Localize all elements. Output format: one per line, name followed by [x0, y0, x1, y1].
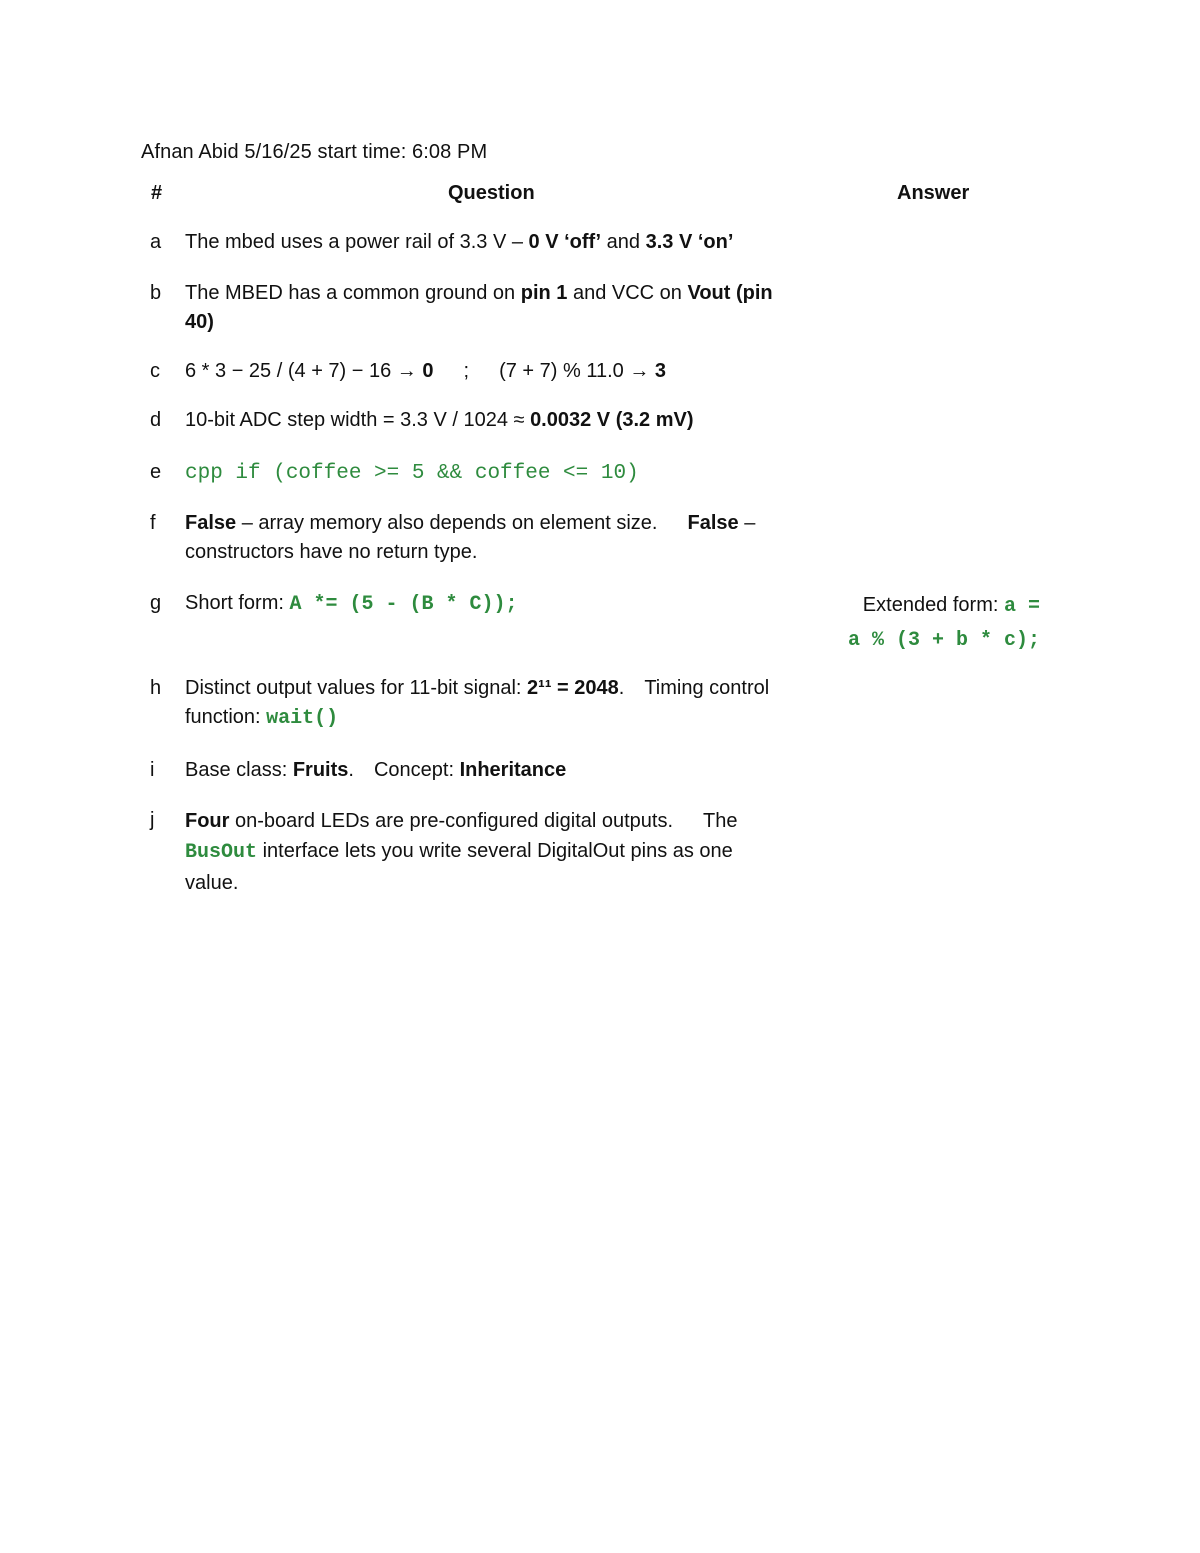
row-label: h: [150, 677, 162, 699]
text-segment: .: [618, 677, 625, 699]
text-segment: Timing control function:: [185, 677, 770, 728]
row-label: j: [150, 809, 155, 831]
separator: ;: [463, 360, 470, 382]
question-text: [185, 228, 810, 257]
code-snippet: A *= (5 - (B * C));: [289, 593, 518, 616]
bold-segment: 3.3 V ‘on’: [645, 231, 734, 253]
bold-segment: 0 V ‘off’: [528, 231, 602, 253]
bold-segment: pin 1: [520, 282, 568, 304]
bold-segment: 0.0032 V (3.2 mV): [530, 409, 694, 431]
bold-segment: 3: [654, 360, 666, 382]
text-segment: Short form:: [185, 592, 290, 614]
text-segment: The: [703, 810, 738, 832]
row-label: f: [150, 512, 156, 534]
row-label: d: [150, 409, 162, 431]
text-segment: – constructors have no return type.: [185, 512, 756, 563]
document-header: Afnan Abid 5/16/25 start time: 6:08 PM: [141, 141, 488, 163]
question-text: [185, 279, 785, 337]
code-snippet: a % (3 + b * c);: [847, 629, 1040, 652]
text-segment: interface lets you write several DigitalOut pins as one value.: [185, 840, 733, 894]
text-segment: 10-bit ADC step width = 3.3 V / 1024 ≈: [185, 409, 531, 431]
text-segment: 6 * 3 − 25 / (4 + 7) − 16 →: [185, 360, 423, 382]
code-snippet: BusOut: [185, 841, 258, 864]
text-segment: The mbed uses a power rail of 3.3 V –: [185, 231, 529, 253]
question-text: [185, 756, 810, 785]
bold-segment: Inheritance: [459, 759, 567, 781]
bold-segment: Four: [185, 810, 230, 832]
text-segment: Concept:: [373, 759, 460, 781]
code-snippet: a =: [1003, 595, 1040, 618]
row-label: c: [150, 360, 160, 382]
column-header-answer: Answer: [897, 182, 970, 204]
text-segment: .: [348, 759, 354, 781]
row-label: a: [150, 231, 162, 253]
text-segment: Base class:: [185, 759, 293, 781]
column-header-question: Question: [448, 182, 535, 204]
text-segment: Extended form:: [862, 594, 1004, 616]
code-snippet: wait(): [266, 707, 339, 730]
question-text: [185, 674, 785, 733]
text-segment: Distinct output values for 11-bit signal:: [185, 677, 528, 699]
row-label: e: [150, 461, 162, 483]
extended-form: [800, 589, 1040, 657]
question-text: [185, 806, 785, 898]
text-segment: – array memory also depends on element size.: [236, 512, 658, 534]
question-text: [185, 406, 810, 435]
bold-segment: Vout (pin 40): [185, 282, 773, 333]
question-text: [185, 458, 810, 488]
code-snippet: cpp if (coffee >= 5 && coffee <= 10): [185, 462, 639, 485]
row-label: g: [150, 592, 162, 614]
column-header-number: #: [151, 182, 163, 204]
row-label: i: [150, 759, 155, 781]
bold-segment: False: [687, 512, 739, 534]
text-segment: and: [601, 231, 646, 253]
bold-segment: Fruits: [292, 759, 349, 781]
question-text: [185, 509, 810, 567]
row-label: b: [150, 282, 162, 304]
question-text: [185, 589, 810, 619]
bold-segment: False: [185, 512, 237, 534]
text-segment: and VCC on: [567, 282, 688, 304]
text-segment: The MBED has a common ground on: [185, 282, 521, 304]
text-segment: (7 + 7) % 11.0 →: [499, 360, 655, 382]
question-text: [185, 357, 810, 386]
bold-segment: 0: [422, 360, 434, 382]
text-segment: on-board LEDs are pre-configured digital outputs.: [229, 810, 674, 832]
bold-segment: 2¹¹ = 2048: [527, 677, 619, 699]
